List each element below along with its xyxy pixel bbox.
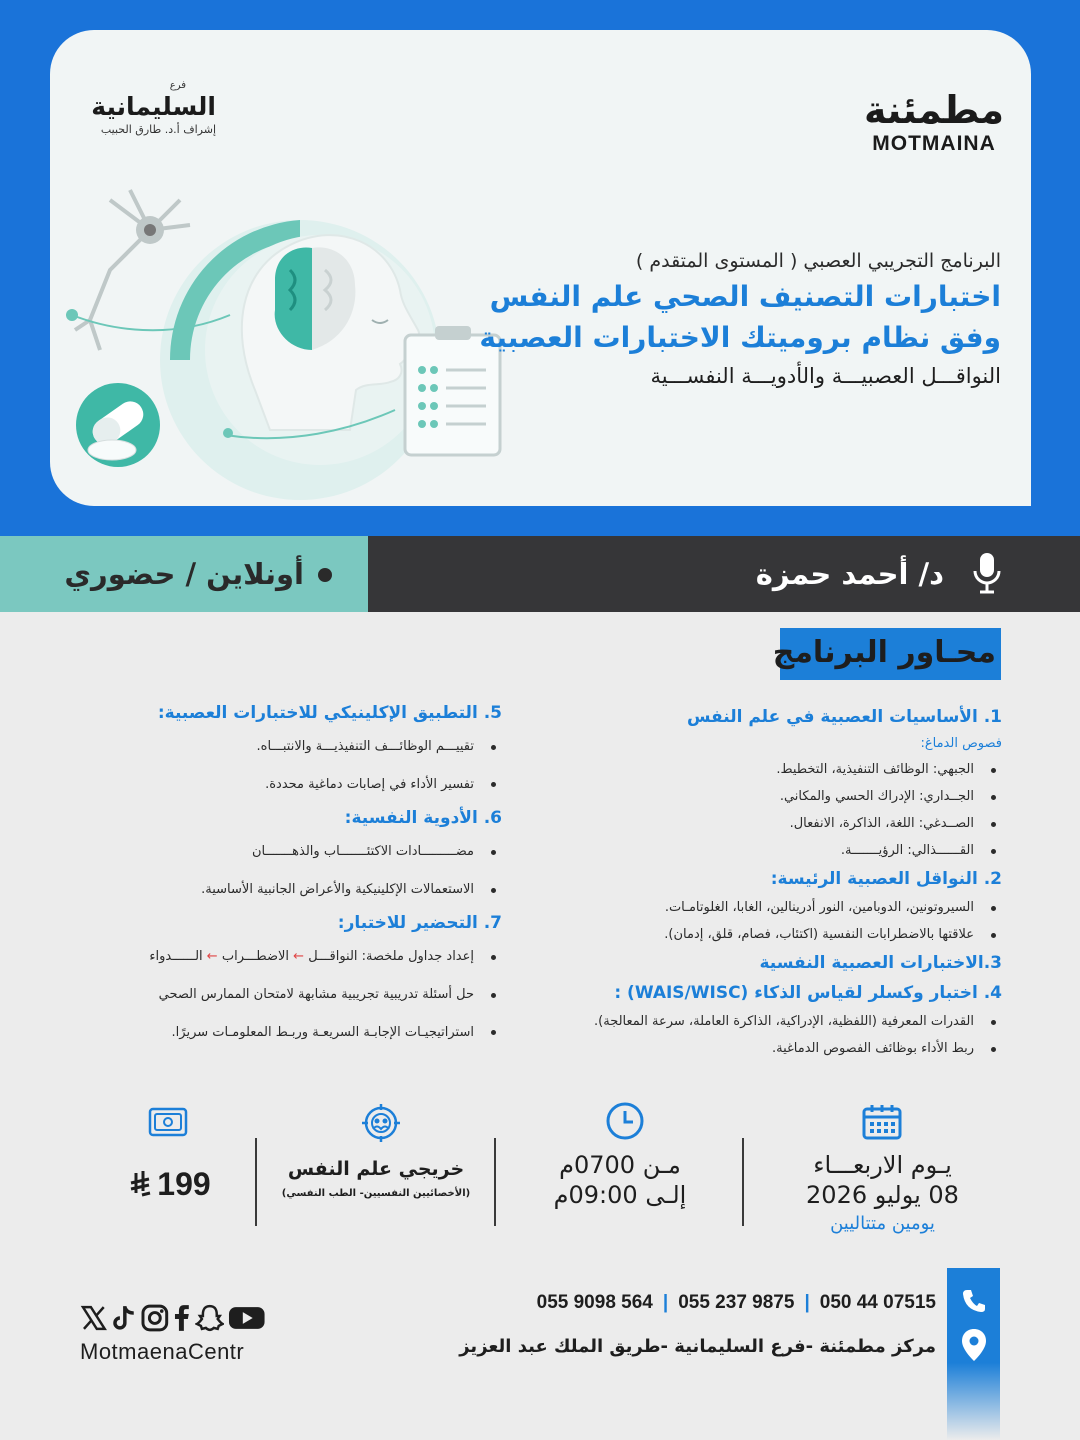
location-pin-icon bbox=[961, 1328, 987, 1362]
tiktok-icon[interactable] bbox=[112, 1304, 138, 1332]
topic-4-list bbox=[522, 1008, 1002, 1062]
event-date: 08 يوليو 2026 bbox=[806, 1181, 959, 1209]
branch-logo bbox=[78, 80, 216, 138]
social-handle[interactable]: MotmaenaCentr bbox=[80, 1339, 245, 1364]
topic-7-list bbox=[62, 938, 502, 1051]
branch-label: فرع bbox=[169, 80, 186, 91]
time-from: مـن 0700م bbox=[559, 1151, 681, 1179]
brand-name-en: MOTMAINA bbox=[872, 132, 996, 155]
list-item: الصــدغي: اللغة، الذاكرة، الانفعال. bbox=[522, 810, 1002, 837]
separator: | bbox=[804, 1292, 810, 1313]
list-item bbox=[62, 938, 502, 976]
list-item: الاستعمالات الإكلينيكية والأعراض الجانبية الأساسية. bbox=[62, 871, 502, 909]
arrow-icon: ← bbox=[293, 949, 305, 965]
hero-text bbox=[441, 246, 1001, 394]
audience-note: (الأخصائيين النفسيين- الطب النفسي) bbox=[281, 1188, 471, 1199]
list-item: استراتيجيـات الإجابـة السريعـة وربـط المعلومـات سريرًا. bbox=[62, 1014, 502, 1052]
list-item: تفسير الأداء في إصابات دماغية محددة. bbox=[62, 766, 502, 804]
audience-title: خريجي علم النفس bbox=[287, 1158, 465, 1180]
event-duration: يومين متتاليين bbox=[830, 1213, 935, 1234]
price-value: 199 bbox=[157, 1166, 211, 1202]
brand-name-ar: مطمئنة bbox=[863, 88, 1005, 132]
branch-name: السليمانية bbox=[91, 92, 216, 121]
calendar-icon bbox=[862, 1104, 902, 1140]
list-item: ربط الأداء بوظائف الفصوص الدماغية. bbox=[522, 1035, 1002, 1062]
presenter-name: د/ أحمد حمزة bbox=[755, 557, 944, 591]
branch-supervisor: إشراف أ.د. طارق الحبيب bbox=[100, 123, 216, 136]
topic-3-heading: 3.الاختبارات العصبية النفسية bbox=[759, 953, 1002, 973]
bullet-dot-icon bbox=[318, 568, 332, 582]
contact-bar bbox=[947, 1268, 1000, 1440]
divider bbox=[494, 1138, 496, 1226]
phone-numbers bbox=[537, 1288, 936, 1318]
facebook-icon[interactable] bbox=[173, 1304, 191, 1332]
summary-tables-text: إعداد جداول ملخصة: النواقـــل bbox=[308, 949, 474, 965]
list-item: السيروتونين، الدوبامين، النور أدرينالين، الغابا، الغلوتامـات. bbox=[522, 894, 1002, 921]
separator: | bbox=[662, 1292, 669, 1313]
topics-right-column bbox=[522, 702, 1002, 1062]
snapchat-icon[interactable] bbox=[195, 1304, 225, 1332]
time-detail bbox=[520, 1150, 720, 1210]
list-item: تقييـــم الوظائـــف التنفيذيـــة والانتبـــاه. bbox=[62, 728, 502, 766]
topic-1-list bbox=[522, 756, 1002, 864]
microphone-icon bbox=[972, 551, 1002, 595]
audience-detail bbox=[265, 1154, 487, 1204]
topic-2-heading: 2. النواقل العصبية الرئيسة: bbox=[770, 869, 1002, 889]
topic-7-heading: 7. التحضير للاختبار: bbox=[337, 913, 502, 934]
topic-5-heading: 5. التطبيق الإكلينيكي للاختبارات العصبية: bbox=[157, 703, 502, 723]
hero-title-line2: وفق نظام بروميتك الاختبارات العصبية bbox=[479, 321, 1001, 354]
list-item: علاقتها بالاضطرابات النفسية (اكتئاب، فصام، قلق، إدمان). bbox=[522, 921, 1002, 948]
topic-2-list bbox=[522, 894, 1002, 948]
brand-logo bbox=[858, 88, 1010, 156]
phone-icon bbox=[961, 1288, 987, 1314]
drug-text: الــــــدواء bbox=[149, 949, 203, 965]
phone-number[interactable]: 050 44 07515 bbox=[819, 1292, 936, 1313]
attendance-mode: أونلاين / حضوري bbox=[64, 557, 304, 591]
instagram-icon[interactable] bbox=[141, 1304, 169, 1332]
price-detail bbox=[110, 1164, 230, 1204]
clock-icon bbox=[605, 1101, 645, 1141]
time-to: إلـى 09:00م bbox=[553, 1181, 687, 1209]
topic-1-subheading: فصوص الدماغ: bbox=[920, 736, 1002, 751]
audience-target-icon bbox=[362, 1104, 400, 1142]
topics-left-column bbox=[62, 698, 502, 1051]
date-detail bbox=[775, 1150, 990, 1238]
section-title: محـاور البرنامج bbox=[772, 635, 996, 670]
list-item: الجبهي: الوظائف التنفيذية، التخطيط. bbox=[522, 756, 1002, 783]
address: مركز مطمئنة -فرع السليمانية -طريق الملك عبد العزيز bbox=[459, 1336, 936, 1357]
list-item: مضـــــــــادات الاكتئـــــــاب والذهـــــــان bbox=[62, 833, 502, 871]
divider bbox=[255, 1138, 257, 1226]
cash-icon bbox=[148, 1106, 188, 1138]
list-item: الجــداري: الإدراك الحسي والمكاني. bbox=[522, 783, 1002, 810]
list-item: القدرات المعرفية (اللفظية، الإدراكية، الذاكرة العاملة، سرعة المعالجة). bbox=[522, 1008, 1002, 1035]
youtube-icon[interactable] bbox=[228, 1304, 266, 1332]
topic-4-heading: 4. اختبار وكسلر لقياس الذكاء (WAIS/WISC) : bbox=[614, 983, 1002, 1003]
topic-6-list bbox=[62, 833, 502, 908]
hero-card bbox=[50, 30, 1031, 506]
topic-1-heading: 1. الأساسيات العصبية في علم النفس bbox=[687, 707, 1002, 727]
arrow-icon: ← bbox=[206, 949, 218, 965]
divider bbox=[742, 1138, 744, 1226]
phone-number[interactable]: 055 237 9875 bbox=[678, 1292, 795, 1313]
hero-title-line1: اختبارات التصنيف الصحي علم النفس bbox=[489, 280, 1001, 313]
disorder-text: الاضطـــراب bbox=[221, 949, 290, 965]
event-day: يـوم الاربعـــاء bbox=[813, 1151, 952, 1179]
list-item: حل أسئلة تدريبية تجريبية مشابهة لامتحان الممارس الصحي bbox=[62, 976, 502, 1014]
list-item: القــــــذالي: الرؤيـــــــة. bbox=[522, 837, 1002, 864]
phone-number[interactable]: 055 9098 564 bbox=[536, 1292, 653, 1313]
social-icons bbox=[80, 1302, 266, 1334]
hero-subtitle: النواقـــل العصبيـــة والأدويـــة النفســـية bbox=[650, 364, 1001, 388]
riyal-icon bbox=[129, 1171, 151, 1197]
x-icon[interactable] bbox=[80, 1304, 108, 1332]
topic-5-list bbox=[62, 728, 502, 803]
topic-6-heading: 6. الأدوية النفسية: bbox=[344, 808, 502, 829]
hero-kicker: البرنامج التجريبي العصبي ( المستوى المتقدم ) bbox=[635, 250, 1001, 272]
